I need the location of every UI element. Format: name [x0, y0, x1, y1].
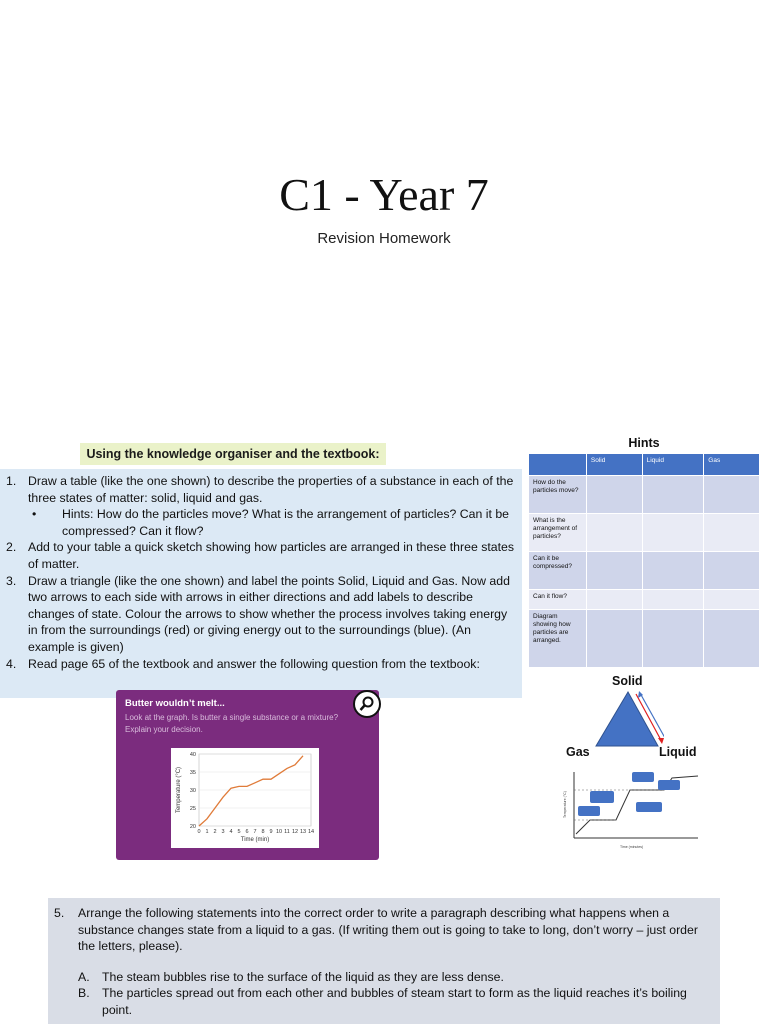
hints-table: [528, 453, 760, 668]
task-hint: [6, 506, 516, 539]
phase-x-label: Time (minutes): [620, 845, 644, 849]
hints-header-liquid: Liquid: [642, 454, 704, 476]
task-text: Add to your table a quick sketch showing how particles are arranged in these three states of matter.: [28, 540, 515, 571]
y-tick-label: 40: [189, 752, 196, 758]
triangle-shape: [596, 692, 658, 746]
label-callout: [578, 806, 600, 816]
table-row: [529, 514, 760, 552]
task-text: Read page 65 of the textbook and answer the following question from the textbook:: [28, 656, 480, 671]
butter-question: Look at the graph. Is butter a single substance or a mixture? Explain your decision.: [125, 713, 339, 734]
statement-letter: B.: [78, 986, 90, 1001]
label-callout: [658, 780, 680, 790]
x-tick-label: 8: [261, 829, 265, 835]
states-triangle: [594, 688, 664, 748]
butter-chart: [171, 748, 319, 848]
task-list: [0, 469, 522, 698]
triangle-label-gas: Gas: [566, 745, 590, 759]
task-number: 3.: [6, 573, 17, 588]
hint-text: Hints: How do the particles move? What is the arrangement of particles? Can it be compressed? Can it flow?: [62, 507, 509, 538]
y-tick-label: 30: [189, 788, 196, 794]
task-number: 5.: [54, 906, 65, 920]
task-5-box: [48, 898, 720, 1024]
statement-text: The steam bubbles rise to the surface of the liquid as they are less dense.: [102, 969, 504, 984]
statement-a: [54, 969, 714, 986]
statement-letter: A.: [78, 969, 90, 984]
x-tick-label: 12: [291, 829, 299, 835]
triangle-label-solid: Solid: [612, 674, 643, 688]
y-tick-label: 20: [189, 824, 196, 830]
page-title: C1 - Year 7: [279, 169, 489, 220]
task-item-3: [6, 573, 516, 656]
task-text: Arrange the following statements into the correct order to write a paragraph describing what happens when a substance changes state from a liquid to a gas. (If writing them out is going to take to long, don’t worry – just order the letters, please).: [78, 906, 698, 954]
phase-change-graph: [560, 768, 700, 850]
series-line: [199, 756, 303, 826]
statement-b: [54, 985, 714, 1018]
butter-title: Butter wouldn’t melt...: [125, 698, 225, 709]
task-text: Draw a table (like the one shown) to describe the properties of a substance in each of the three states of matter: solid, liquid and gas.: [28, 474, 514, 505]
table-row: [529, 552, 760, 590]
hints-row-label: Can it be compressed?: [529, 552, 587, 590]
x-axis-label: Time (min): [240, 837, 270, 843]
arrowhead-red-icon: [658, 738, 664, 744]
hints-row-label: How do the particles move?: [529, 476, 587, 514]
task-item-1: [6, 473, 516, 506]
x-tick-label: 3: [221, 829, 225, 835]
phase-y-label: Temperature (°C): [563, 791, 567, 818]
hints-row-label: Can it flow?: [529, 590, 587, 610]
page-subtitle: Revision Homework: [317, 230, 451, 247]
y-tick-label: 25: [189, 806, 196, 812]
bullet-icon: •: [32, 507, 37, 522]
instruction-banner: Using the knowledge organiser and the textbook:: [80, 443, 386, 465]
phase-change-svg: [560, 768, 700, 850]
task-item-4: [6, 656, 516, 673]
task-item-5: [54, 905, 714, 955]
statement-text: The particles spread out from each other and bubbles of steam start to form as the liquid reaches it’s boiling point.: [102, 986, 687, 1017]
hints-header-gas: Gas: [704, 454, 760, 476]
task-number: 4.: [6, 656, 17, 671]
label-callout: [636, 802, 662, 812]
hints-header-blank: [529, 454, 587, 476]
hints-header-solid: Solid: [586, 454, 642, 476]
task-number: 1.: [6, 474, 17, 488]
x-tick-label: 13: [299, 829, 307, 835]
table-row: [529, 476, 760, 514]
label-callout: [632, 772, 654, 782]
task-item-2: [6, 539, 516, 572]
y-axis-label: Temperature (°C): [176, 766, 182, 814]
hints-row-label: Diagram showing how particles are arranged.: [529, 610, 587, 668]
x-tick-label: 5: [237, 829, 241, 835]
hints-row-label: What is the arrangement of particles?: [529, 514, 587, 552]
x-tick-label: 2: [213, 829, 217, 835]
magnifier-icon: [353, 690, 381, 718]
x-tick-label: 14: [307, 829, 315, 835]
triangle-label-liquid: Liquid: [659, 745, 697, 759]
table-row: [529, 610, 760, 668]
x-tick-label: 4: [229, 829, 233, 835]
x-tick-label: 6: [245, 829, 249, 835]
x-tick-label: 10: [275, 829, 283, 835]
x-tick-label: 0: [197, 829, 201, 835]
butter-line-chart: [171, 748, 319, 848]
task-text: Draw a triangle (like the one shown) and label the points Solid, Liquid and Gas. Now add two arrows to each side with arrows in either directions and add labels to describe changes of state. Colour the arrows to show whether the process involves taking energy in from the surroundings (red) or giving energy out to the surroundings (blue). (An example is given): [28, 573, 510, 654]
task-number: 2.: [6, 540, 17, 555]
x-tick-label: 7: [253, 829, 257, 835]
x-tick-label: 9: [269, 829, 273, 835]
label-callout: [590, 791, 614, 803]
y-tick-label: 35: [189, 770, 196, 776]
x-tick-label: 11: [284, 829, 290, 835]
hints-title: Hints: [628, 436, 660, 450]
table-row: [529, 590, 760, 610]
x-tick-label: 1: [205, 829, 209, 835]
butter-question-panel: [116, 690, 379, 860]
